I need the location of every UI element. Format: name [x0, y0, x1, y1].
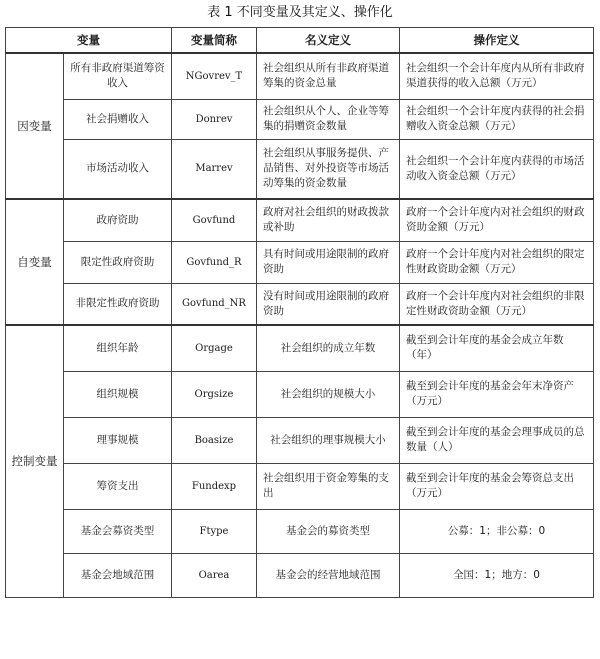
variable-abbr: Fundexp [172, 463, 257, 509]
variable-name: 筹资支出 [64, 463, 172, 509]
operational-definition: 截至到会计年度的基金会年末净资产（万元） [400, 371, 594, 417]
variable-name: 社会捐赠收入 [64, 99, 172, 139]
table-caption: 表 1 不同变量及其定义、操作化 [207, 5, 393, 20]
group-label-control: 控制变量 [6, 325, 64, 597]
table-row [6, 283, 594, 325]
header-nominal-definition: 名义定义 [257, 28, 400, 54]
operational-definition: 公募：1；非公募：0 [400, 509, 594, 553]
variable-abbr: Govfund_NR [172, 283, 257, 325]
variable-definition-table [5, 27, 594, 598]
variable-name: 非限定性政府资助 [64, 283, 172, 325]
table-row [6, 371, 594, 417]
nominal-definition: 政府对社会组织的财政拨款或补助 [257, 199, 400, 241]
operational-definition: 政府一个会计年度内对社会组织的限定性财政资助金额（万元） [400, 241, 594, 283]
table-row [6, 241, 594, 283]
nominal-definition: 社会组织从个人、企业等筹集的捐赠资金数量 [257, 99, 400, 139]
nominal-definition: 基金会的募资类型 [257, 509, 400, 553]
variable-abbr: Ftype [172, 509, 257, 553]
variable-abbr: Orgage [172, 325, 257, 371]
header-variable: 变量 [6, 28, 172, 54]
nominal-definition: 没有时间或用途限制的政府资助 [257, 283, 400, 325]
variable-abbr: Marrev [172, 139, 257, 199]
nominal-definition: 社会组织用于资金筹集的支出 [257, 463, 400, 509]
variable-name: 政府资助 [64, 199, 172, 241]
variable-abbr: Oarea [172, 553, 257, 597]
variable-name: 组织年龄 [64, 325, 172, 371]
variable-abbr: Boasize [172, 417, 257, 463]
nominal-definition: 社会组织的成立年数 [257, 325, 400, 371]
table-row [6, 509, 594, 553]
variable-name: 市场活动收入 [64, 139, 172, 199]
variable-name: 基金会地域范围 [64, 553, 172, 597]
variable-abbr: Govfund_R [172, 241, 257, 283]
nominal-definition: 社会组织的规模大小 [257, 371, 400, 417]
header-operational-definition: 操作定义 [400, 28, 594, 54]
nominal-definition: 社会组织从所有非政府渠道筹集的资金总量 [257, 53, 400, 99]
operational-definition: 政府一个会计年度内对社会组织的非限定性财政资助金额（万元） [400, 283, 594, 325]
table-row [6, 53, 594, 99]
variable-abbr: Govfund [172, 199, 257, 241]
variable-name: 基金会募资类型 [64, 509, 172, 553]
operational-definition: 截至到会计年度的基金会筹资总支出（万元） [400, 463, 594, 509]
table-row [6, 417, 594, 463]
variable-abbr: Donrev [172, 99, 257, 139]
operational-definition: 社会组织一个会计年度内获得的社会捐赠收入资金总额（万元） [400, 99, 594, 139]
variable-abbr: NGovrev_T [172, 53, 257, 99]
table-row [6, 199, 594, 241]
table-row [6, 553, 594, 597]
variable-name: 理事规模 [64, 417, 172, 463]
header-row [6, 28, 594, 54]
nominal-definition: 社会组织从事服务提供、产品销售、对外投资等市场活动筹集的资金数量 [257, 139, 400, 199]
variable-name: 限定性政府资助 [64, 241, 172, 283]
variable-name: 所有非政府渠道筹资收入 [64, 53, 172, 99]
nominal-definition: 具有时间或用途限制的政府资助 [257, 241, 400, 283]
table-row [6, 463, 594, 509]
table-row [6, 139, 594, 199]
group-label-dependent: 因变量 [6, 53, 64, 199]
variable-name: 组织规模 [64, 371, 172, 417]
operational-definition: 社会组织一个会计年度内从所有非政府渠道获得的收入总额（万元） [400, 53, 594, 99]
operational-definition: 全国：1；地方：0 [400, 553, 594, 597]
operational-definition: 截至到会计年度的基金会成立年数（年） [400, 325, 594, 371]
operational-definition: 截至到会计年度的基金会理事成员的总数量（人） [400, 417, 594, 463]
table-row [6, 99, 594, 139]
nominal-definition: 基金会的经营地域范围 [257, 553, 400, 597]
operational-definition: 社会组织一个会计年度内获得的市场活动收入资金总额（万元） [400, 139, 594, 199]
group-label-independent: 自变量 [6, 199, 64, 325]
operational-definition: 政府一个会计年度内对社会组织的财政资助金额（万元） [400, 199, 594, 241]
table-row [6, 325, 594, 371]
nominal-definition: 社会组织的理事规模大小 [257, 417, 400, 463]
header-abbreviation: 变量简称 [172, 28, 257, 54]
variable-abbr: Orgsize [172, 371, 257, 417]
